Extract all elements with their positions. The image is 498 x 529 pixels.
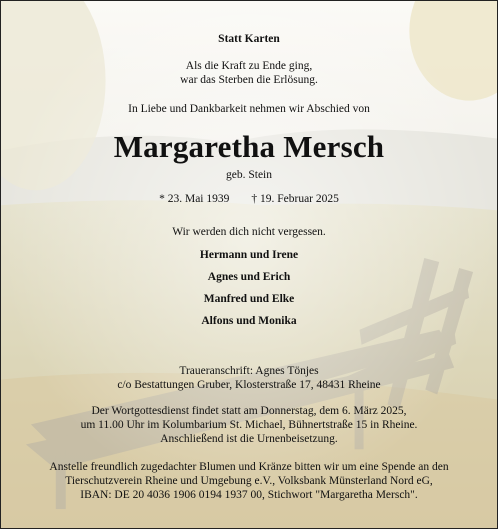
service-line: um 11.00 Uhr im Kolumbarium St. Michael, Bühnertstraße 15 in Rheine. (80, 419, 418, 431)
service-line: Anschließend ist die Urnenbeisetzung. (160, 433, 338, 445)
birth-date: * 23. Mai 1939 (159, 193, 230, 205)
address-line: Traueranschrift: Agnes Tönjes (179, 365, 319, 377)
address-line: c/o Bestattungen Gruber, Klosterstraße 17, 48431 Rheine (117, 379, 381, 391)
remember-text: Wir werden dich nicht vergessen. (172, 226, 326, 238)
birth-name: geb. Stein (226, 169, 272, 181)
donation-line: Tierschutzverein Rheine und Umgebung e.V., Volksbank Münsterland Nord eG, (65, 475, 433, 487)
death-date: † 19. Februar 2025 (251, 193, 339, 205)
mourning-address (1, 364, 497, 392)
quote (1, 59, 497, 87)
life-dates (1, 192, 497, 206)
quote-line: war das Sterben die Erlösung. (180, 74, 318, 86)
service-info (1, 404, 497, 446)
family-member: Agnes und Erich (207, 271, 291, 283)
quote-line: Als die Kraft zu Ende ging, (185, 60, 313, 72)
farewell-text: In Liebe und Dankbarkeit nehmen wir Abschied von (128, 103, 370, 115)
service-line: Der Wortgottesdienst findet statt am Donnerstag, dem 6. März 2025, (91, 405, 407, 417)
notice-heading: Statt Karten (218, 33, 280, 45)
donation-line: IBAN: DE 20 4036 1906 0194 1937 00, Stichwort "Margaretha Mersch". (80, 489, 418, 501)
donation-info (1, 460, 497, 502)
family-member: Hermann und Irene (199, 249, 299, 261)
family-member: Manfred und Elke (203, 293, 295, 305)
notice-text (1, 1, 497, 528)
deceased-name: Margaretha Mersch (113, 129, 385, 164)
donation-line: Anstelle freundlich zugedachter Blumen und Kränze bitten wir um eine Spende an den (49, 461, 449, 473)
family-member: Alfons und Monika (201, 315, 297, 327)
